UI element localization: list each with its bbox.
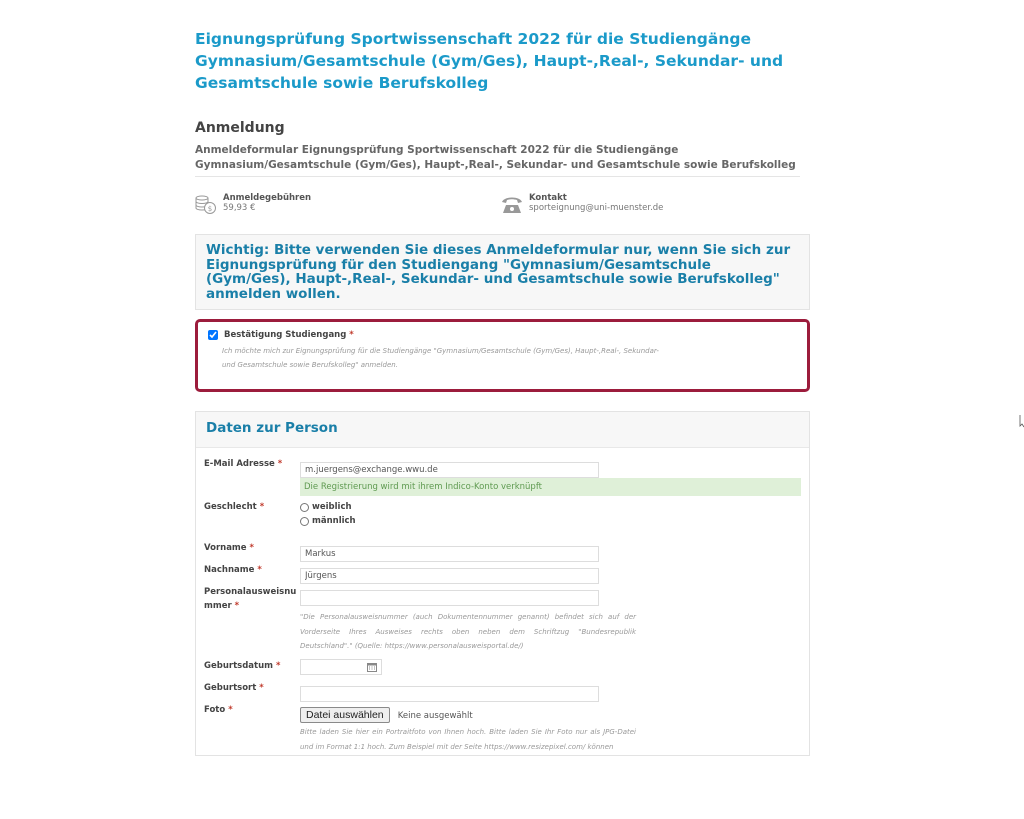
file-status: Keine ausgewählt — [397, 711, 473, 721]
telephone-icon — [501, 193, 523, 215]
email-note: Die Registrierung wird mit ihrem Indico-Konto verknüpft — [300, 478, 801, 496]
notice-text: Wichtig: Bitte verwenden Sie dieses Anmeldeformular nur, wenn Sie sich zur Eignungsprüfung für den Studiengang "Gymnasium/Gesamtschule (Gym/Ges), Haupt-,Real-, Sekundar- und Gesamtschule sowie Berufskolleg" anmelden wollen. — [206, 242, 791, 302]
svg-text:$: $ — [207, 205, 213, 213]
birthplace-field[interactable] — [300, 686, 599, 702]
event-title: Eignungsprüfung Sportwissenschaft 2022 für die Studiengänge Gymnasium/Gesamtschule (Gym/Ges), Haupt-,Real-, Sekundar- und Gesamtschule sowie Berufskolleg — [195, 30, 784, 92]
firstname-field[interactable] — [300, 546, 599, 562]
person-section — [195, 411, 810, 756]
registration-heading: Anmeldung — [195, 120, 285, 136]
coins-icon — [195, 193, 217, 215]
idnumber-help: "Die Personalausweisnummer (auch Dokumentennummer genannt) befindet sich auf der Vorderseite Ihres Ausweises rechts oben neben dem Schriftzug "Bundesrepublik Deutschland"." (Quelle: https://www.personalausweisportal.de/) — [300, 613, 636, 650]
registration-description: Anmeldeformular Eignungsprüfung Sportwissenschaft 2022 für die Studiengänge Gymnasium/Gesamtschule (Gym/Ges), Haupt-,Real-, Sekundar- und Gesamtschule sowie Berufskolleg — [195, 143, 800, 177]
gender-label: Geschlecht * — [204, 502, 265, 512]
photo-help: Bitte laden Sie hier ein Portraitfoto von Ihnen hoch. Bitte laden Sie Ihr Foto nur als JPG-Datei und im Format 1:1 hoch. Zum Beispiel mit der Seite https://www.resizepixel.com/ können — [300, 728, 636, 751]
lastname-label: Nachname * — [204, 565, 262, 575]
registration-info — [195, 193, 810, 223]
person-heading: Daten zur Person — [196, 412, 809, 448]
birthdate-label: Geburtsdatum * — [204, 661, 281, 671]
idnumber-field[interactable] — [300, 590, 599, 606]
contact-email[interactable]: sporteignung@uni-muenster.de — [529, 203, 664, 213]
confirmation-help: Ich möchte mich zur Eignungsprüfung für die Studiengänge "Gymnasium/Gesamtschule (Gym/Ges), Haupt-,Real-, Sekundar- und Gesamtschule sowie Berufskolleg" anmelden. — [222, 347, 659, 369]
confirmation-section — [195, 319, 810, 392]
fees-label: Anmeldegebühren — [223, 193, 312, 203]
radio-weiblich[interactable] — [300, 503, 309, 512]
gender-option-maennlich[interactable]: männlich — [300, 514, 356, 528]
lastname-field[interactable] — [300, 568, 599, 584]
file-choose-button[interactable]: Datei auswählen — [300, 707, 390, 723]
page-content — [195, 0, 810, 756]
mouse-cursor-icon — [1019, 414, 1024, 428]
radio-maennlich[interactable] — [300, 517, 309, 526]
confirmation-label: Bestätigung Studiengang * — [224, 330, 354, 340]
birthdate-field[interactable] — [300, 659, 382, 675]
fees-info — [195, 193, 311, 215]
contact-label: Kontakt — [529, 193, 567, 203]
important-notice — [195, 234, 810, 310]
photo-label: Foto * — [204, 705, 233, 715]
email-label: E-Mail Adresse * — [204, 459, 283, 469]
birthplace-label: Geburtsort * — [204, 683, 264, 693]
firstname-label: Vorname * — [204, 543, 254, 553]
calendar-icon[interactable] — [367, 663, 377, 672]
gender-option-weiblich[interactable]: weiblich — [300, 500, 356, 514]
fees-value: 59,93 € — [223, 203, 256, 213]
idnumber-label: Personalausweisnummer * — [204, 587, 297, 611]
confirmation-checkbox[interactable] — [208, 330, 218, 340]
contact-info — [501, 193, 663, 215]
email-field[interactable] — [300, 462, 599, 478]
